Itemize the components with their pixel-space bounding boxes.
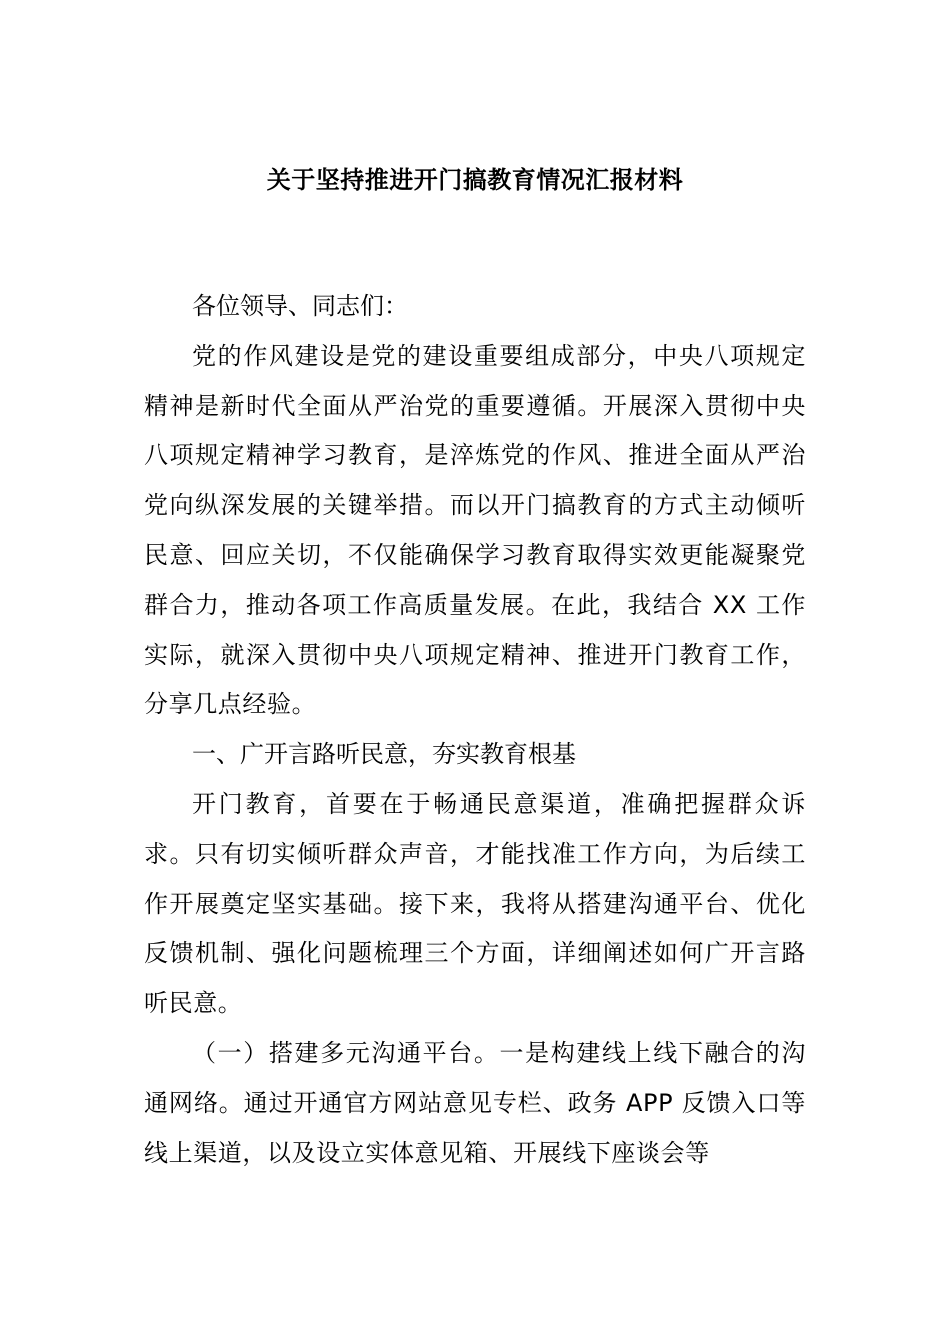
intro-paragraph: 党的作风建设是党的建设重要组成部分，中央八项规定精神是新时代全面从严治党的重要遵循。开展深入贯彻中央八项规定精神学习教育，是淬炼党的作风、推进全面从严治党向纵深发展的关键举措。而以开门搞教育的方式主动倾听民意、回应关切，不仅能确保学习教育取得实效更能凝聚党群合力，推动各项工作高质量发展。在此，我结合 XX 工作实际，就深入贯彻中央八项规定精神、推进开门教育工作，分享几点经验。 <box>144 341 806 719</box>
section-1-paragraph: 开门教育，首要在于畅通民意渠道，准确把握群众诉求。只有切实倾听群众声音，才能找准工作方向，为后续工作开展奠定坚实基础。接下来，我将从搭建沟通平台、优化反馈机制、强化问题梳理三个方面，详细阐述如何广开言路听民意。 <box>144 789 806 1018</box>
document-title: 关于坚持推进开门搞教育情况汇报材料 <box>266 166 684 194</box>
salutation: 各位领导、同志们： <box>192 292 408 320</box>
document-body <box>144 282 806 1178</box>
subsection-1-paragraph: （一）搭建多元沟通平台。一是构建线上线下融合的沟通网络。通过开通官方网站意见专栏、政务 APP 反馈入口等线上渠道，以及设立实体意见箱、开展线下座谈会等 <box>144 1038 806 1167</box>
section-1-heading: 一、广开言路听民意，夯实教育根基 <box>192 740 576 769</box>
